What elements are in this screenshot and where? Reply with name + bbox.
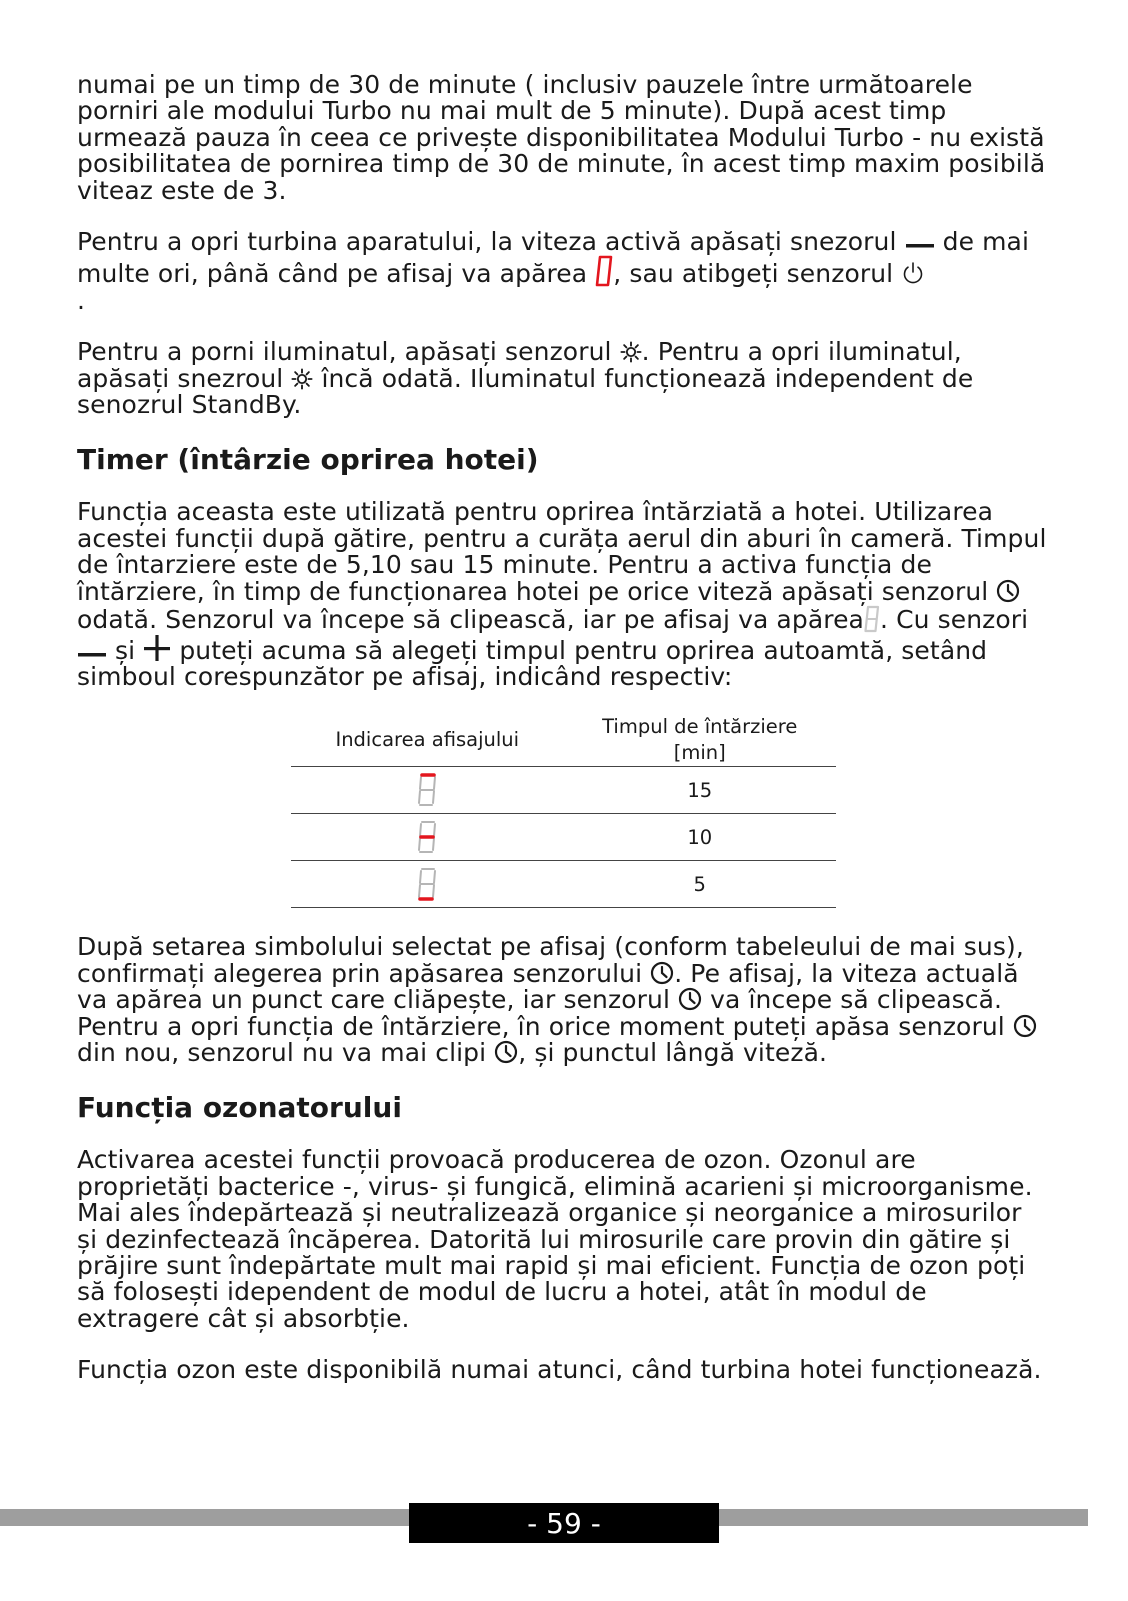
clock-icon bbox=[650, 961, 674, 985]
table-header-unit: [min] bbox=[673, 741, 726, 765]
table-row bbox=[291, 767, 836, 814]
clock-icon bbox=[996, 579, 1020, 603]
paragraph-text: Funcția aceasta este utilizată pentru oprirea întărziată a hotei. Utilizarea acestei funcții după gătire, pentru a curăța aerul din aburi în cameră. Timpul de întarziere este de 5,10 sau 15 minute. Pentru a activa funcția de întărziere, în timp de funcționarea hotei pe orice viteză apăsați senzorul bbox=[77, 497, 1047, 606]
paragraph-text: odată. Senzorul va începe să clipească, iar pe afisaj va apărea bbox=[77, 605, 864, 635]
display-indicator-cell bbox=[291, 767, 564, 814]
table-header-text: Timpul de întărziere bbox=[602, 715, 798, 739]
paragraph-text: și bbox=[115, 635, 136, 665]
table-header-text: Indicarea afisajului bbox=[335, 728, 520, 752]
paragraph-text: . Pentru a opri iluminatul, apăsați snezroul bbox=[77, 337, 962, 393]
table-header-delay bbox=[564, 712, 837, 767]
delay-minutes-cell: 15 bbox=[564, 767, 837, 814]
minus-icon bbox=[905, 239, 935, 253]
clock-icon bbox=[1013, 1014, 1037, 1038]
paragraph-text: . Pe afisaj, la viteza actuală va apărea un punct care cliăpește, iar senzorul bbox=[77, 958, 1019, 1015]
paragraph-ozone-availability bbox=[77, 1357, 1047, 1383]
paragraph-text: . Cu senzori bbox=[879, 605, 1029, 635]
paragraph-stop-turbine bbox=[77, 229, 1047, 314]
seven-segment-bottom-icon bbox=[414, 865, 440, 903]
paragraph-text: . bbox=[77, 285, 86, 315]
display-indicator-cell bbox=[291, 814, 564, 861]
paragraph-ozone bbox=[77, 1147, 1047, 1332]
delay-minutes-cell: 5 bbox=[564, 861, 837, 908]
paragraph-text: de mai multe ori, până când pe afisaj va apărea bbox=[77, 227, 1030, 289]
paragraph-text: Activarea acestei funcții provoacă producerea de ozon. Ozonul are proprietăți bacterice -, virus- și fungică, elimină acarieni și microorganisme. Mai ales îndepărtează și neutralizează organice și neorganice a mirosurilor și dezinfectează încăperea. Datorită lui mirosurile care provin din gătire și prăjire sunt îndepărtate mult mai rapid și mai eficient. Funcția de ozon poți să folosești idependent de modul de lucru a hotei, atât în modul de extragere cât și absorbție. bbox=[77, 1145, 1033, 1333]
display-indicator-cell bbox=[291, 861, 564, 908]
paragraph-text: puteți acuma să alegeți timpul pentru oprirea autoamtă, setând simboul corespunzător pe afisaj, indicând respectiv: bbox=[77, 635, 988, 691]
power-icon bbox=[901, 261, 925, 285]
paragraph-text: numai pe un timp de 30 de minute ( inclusiv pauzele între următoarele porniri ale modului Turbo nu mai mult de 5 minute). După acest timp urmează pauza în ceea ce privește disponibilitatea Modului Turbo - nu există posibilitatea de pornirea timp de 30 de minute, în acest timp maxim posibilă viteaz este de 3. bbox=[77, 70, 1046, 205]
paragraph-text: Funcția ozon este disponibilă numai atunci, când turbina hotei funcționează. bbox=[77, 1355, 1042, 1385]
page-number: - 59 - bbox=[409, 1503, 719, 1543]
paragraph-text: încă odată. Iluminatul funcționează independent de senozrul StandBy. bbox=[77, 363, 974, 420]
paragraph-text: Pentru a porni iluminatul, apăsați senzorul bbox=[77, 337, 612, 367]
delay-minutes-cell: 10 bbox=[564, 814, 837, 861]
paragraph-confirm bbox=[77, 934, 1047, 1066]
minus-icon bbox=[77, 648, 107, 662]
paragraph-lighting bbox=[77, 339, 1047, 418]
clock-icon bbox=[678, 987, 702, 1011]
plus-icon bbox=[143, 634, 171, 662]
paragraph-text: După setarea simbolului selectat pe afisaj (conform tabeleului de mai sus), confirmați alegerea prin apăsarea senzorului bbox=[77, 932, 1024, 988]
paragraph-text: Pentru a opri turbina aparatului, la viteza activă apăsați snezorul bbox=[77, 227, 897, 257]
paragraph-turbo-duration bbox=[77, 72, 1047, 204]
clock-icon bbox=[494, 1040, 518, 1064]
page-footer bbox=[0, 1503, 1128, 1547]
table-header-display bbox=[291, 712, 564, 767]
heading-timer: Timer (întârzie oprirea hotei) bbox=[77, 443, 539, 477]
heading-ozone: Funcția ozonatorului bbox=[77, 1091, 402, 1125]
seven-segment-zero-icon bbox=[595, 255, 613, 287]
light-icon bbox=[291, 368, 313, 390]
seven-segment-middle-icon bbox=[414, 818, 440, 856]
paragraph-timer bbox=[77, 499, 1047, 690]
paragraph-text: va începe să clipească. Pentru a opri funcția de întărziere, în orice moment puteți apăsa senzorul bbox=[77, 985, 1005, 1041]
delay-table bbox=[291, 712, 836, 908]
table-row bbox=[291, 814, 836, 861]
paragraph-text: , și punctul lângă viteză. bbox=[518, 1037, 828, 1067]
paragraph-text: , sau atibgeți senzorul bbox=[613, 259, 894, 289]
paragraph-text: din nou, senzorul nu va mai clipi bbox=[77, 1037, 487, 1067]
seven-segment-blank-icon bbox=[864, 605, 880, 633]
light-icon bbox=[620, 341, 642, 363]
table-row bbox=[291, 861, 836, 908]
seven-segment-top-icon bbox=[414, 771, 440, 809]
manual-page bbox=[77, 72, 1047, 1409]
